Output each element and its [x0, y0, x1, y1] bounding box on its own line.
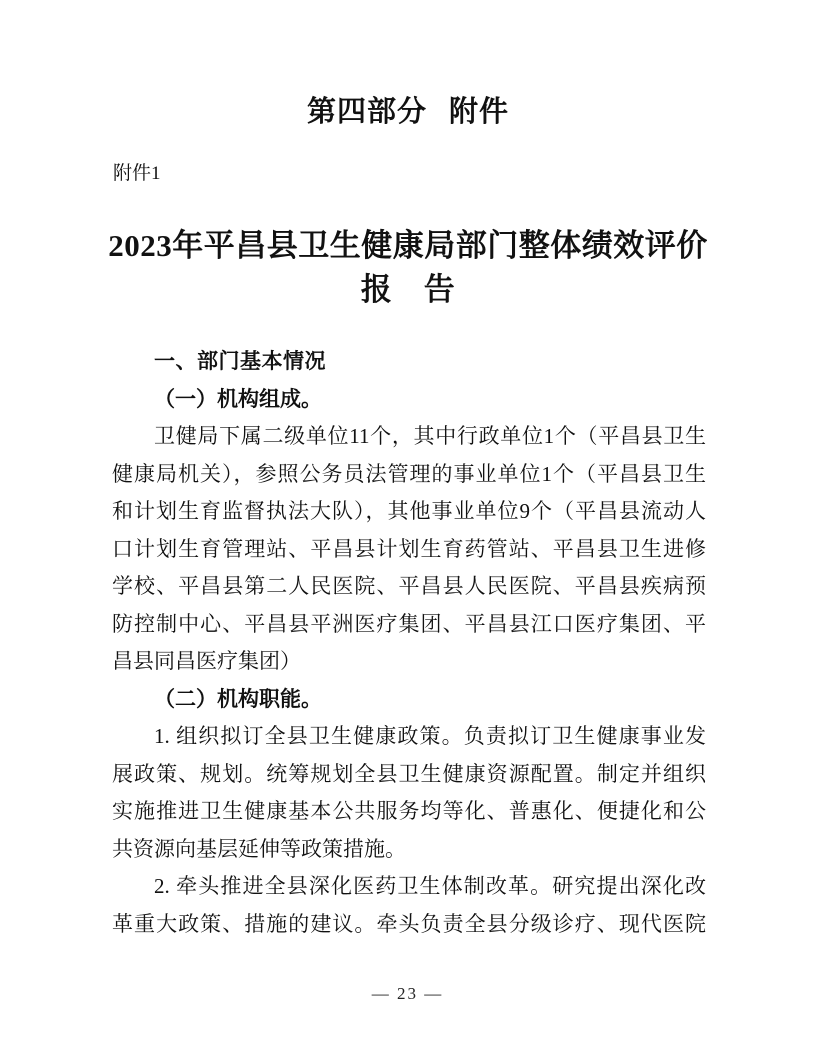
paragraph-line: 和计划生育监督执法大队），其他事业单位9个（平昌县流动人 — [112, 499, 706, 523]
paragraph-line: 学校、平昌县第二人民医院、平昌县人民医院、平昌县疾病预 — [112, 574, 706, 598]
paragraph-line: 健康局机关），参照公务员法管理的事业单位1个（平昌县卫生 — [112, 461, 706, 486]
paragraph-line: 卫健局下属二级单位11个，其中行政单位1个（平昌县卫生 — [154, 424, 706, 448]
paragraph-line: 防控制中心、平昌县平洲医疗集团、平昌县江口医疗集团、平 — [112, 611, 706, 636]
attachment-label: 附件1 — [113, 163, 161, 184]
paragraph-line: 1. 组织拟订全县卫生健康政策。负责拟订卫生健康事业发 — [154, 724, 706, 748]
page-number: — 23 — — [371, 984, 444, 1003]
part-heading: 第四部分 附件 — [306, 96, 510, 128]
paragraph-line: 昌县同昌医疗集团） — [112, 649, 301, 673]
paragraph-line: 口计划生育管理站、平昌县计划生育药管站、平昌县卫生进修 — [112, 536, 706, 561]
report-title-line2: 报 告 — [360, 272, 456, 307]
report-title — [60, 224, 756, 312]
report-title-line1: 2023年平昌县卫生健康局部门整体绩效评价 — [108, 228, 708, 263]
paragraph-line: 实施推进卫生健康基本公共服务均等化、普惠化、便捷化和公 — [112, 799, 706, 823]
paragraph-line: 革重大政策、措施的建议。牵头负责全县分级诊疗、现代医院 — [112, 911, 706, 936]
document-body — [112, 343, 706, 943]
subsection-heading-2: （二）机构职能。 — [154, 686, 322, 711]
section-heading: 一、部门基本情况 — [154, 350, 326, 373]
paragraph-line: 展政策、规划。统筹规划全县卫生健康资源配置。制定并组织 — [112, 761, 706, 786]
paragraph-line: 2. 牵头推进全县深化医药卫生体制改革。研究提出深化改 — [154, 874, 706, 898]
subsection-heading-1: （一）机构组成。 — [154, 386, 322, 411]
paragraph-line: 共资源向基层延伸等政策措施。 — [112, 836, 406, 861]
